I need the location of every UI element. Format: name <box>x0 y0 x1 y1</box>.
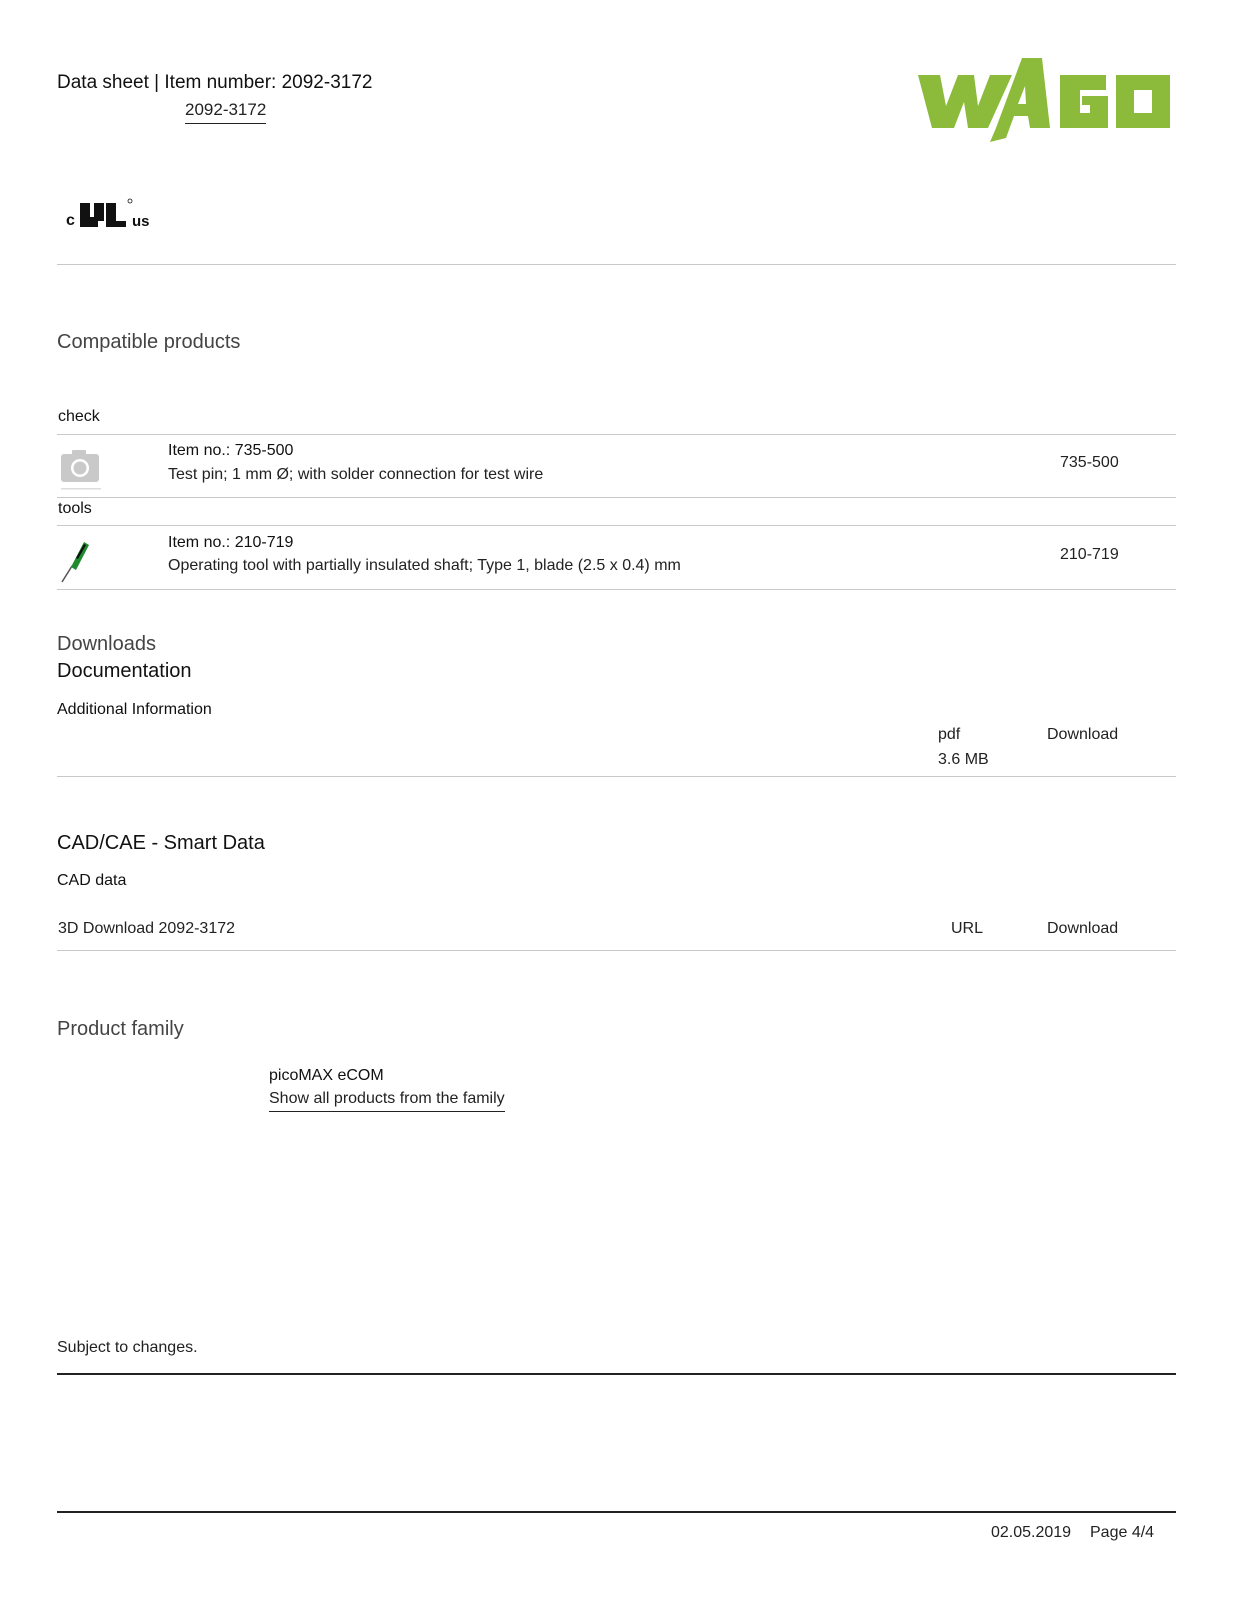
screwdriver-icon <box>58 538 92 584</box>
row-divider <box>57 589 1176 590</box>
subject-to-changes-note: Subject to changes. <box>57 1339 198 1356</box>
cad-download-link[interactable]: Download <box>1047 920 1119 937</box>
item-title[interactable]: Item no.: 210-719 <box>168 534 294 551</box>
compatible-products-title: Compatible products <box>57 331 241 353</box>
camera-placeholder-icon <box>60 448 102 492</box>
documentation-title: Documentation <box>57 660 192 682</box>
additional-information-label: Additional Information <box>57 701 212 718</box>
item-description: Operating tool with partially insulated shaft; Type 1, blade (2.5 x 0.4) mm <box>168 557 681 574</box>
download-link[interactable]: Download <box>1047 726 1119 743</box>
cad-row-type: URL <box>951 920 984 937</box>
svg-text:us: us <box>132 213 150 230</box>
row-divider <box>57 950 1176 951</box>
group-divider <box>57 434 1176 435</box>
svg-text:c: c <box>66 212 75 229</box>
row-divider <box>57 776 1176 777</box>
page-title: Data sheet | Item number: 2092-3172 <box>57 72 373 93</box>
group-label-check: check <box>58 408 100 425</box>
item-number-link[interactable]: 2092-3172 <box>185 100 266 124</box>
row-divider <box>57 497 1176 498</box>
item-number[interactable]: 210-719 <box>1060 546 1119 563</box>
show-family-link[interactable]: Show all products from the family <box>269 1090 505 1112</box>
cad-data-label: CAD data <box>57 872 127 889</box>
footer-date: 02.05.2019 <box>991 1524 1072 1541</box>
header-divider <box>57 264 1176 265</box>
group-label-tools: tools <box>58 500 92 517</box>
cad-title: CAD/CAE - Smart Data <box>57 832 265 854</box>
footer-divider-top <box>57 1373 1176 1375</box>
cad-row-label: 3D Download 2092-3172 <box>58 920 236 937</box>
family-name: picoMAX eCOM <box>269 1067 384 1084</box>
product-family-title: Product family <box>57 1018 184 1040</box>
downloads-title: Downloads <box>57 633 156 655</box>
item-description: Test pin; 1 mm Ø; with solder connection for test wire <box>168 466 544 483</box>
ul-certification-icon <box>66 195 158 233</box>
file-size: 3.6 MB <box>938 751 989 768</box>
wago-logo <box>918 58 1173 143</box>
footer-divider-bottom <box>57 1511 1176 1513</box>
item-title[interactable]: Item no.: 735-500 <box>168 442 294 459</box>
item-number[interactable]: 735-500 <box>1060 454 1119 471</box>
file-type: pdf <box>938 726 961 743</box>
footer-page-number: Page 4/4 <box>1090 1524 1155 1541</box>
group-divider <box>57 525 1176 526</box>
